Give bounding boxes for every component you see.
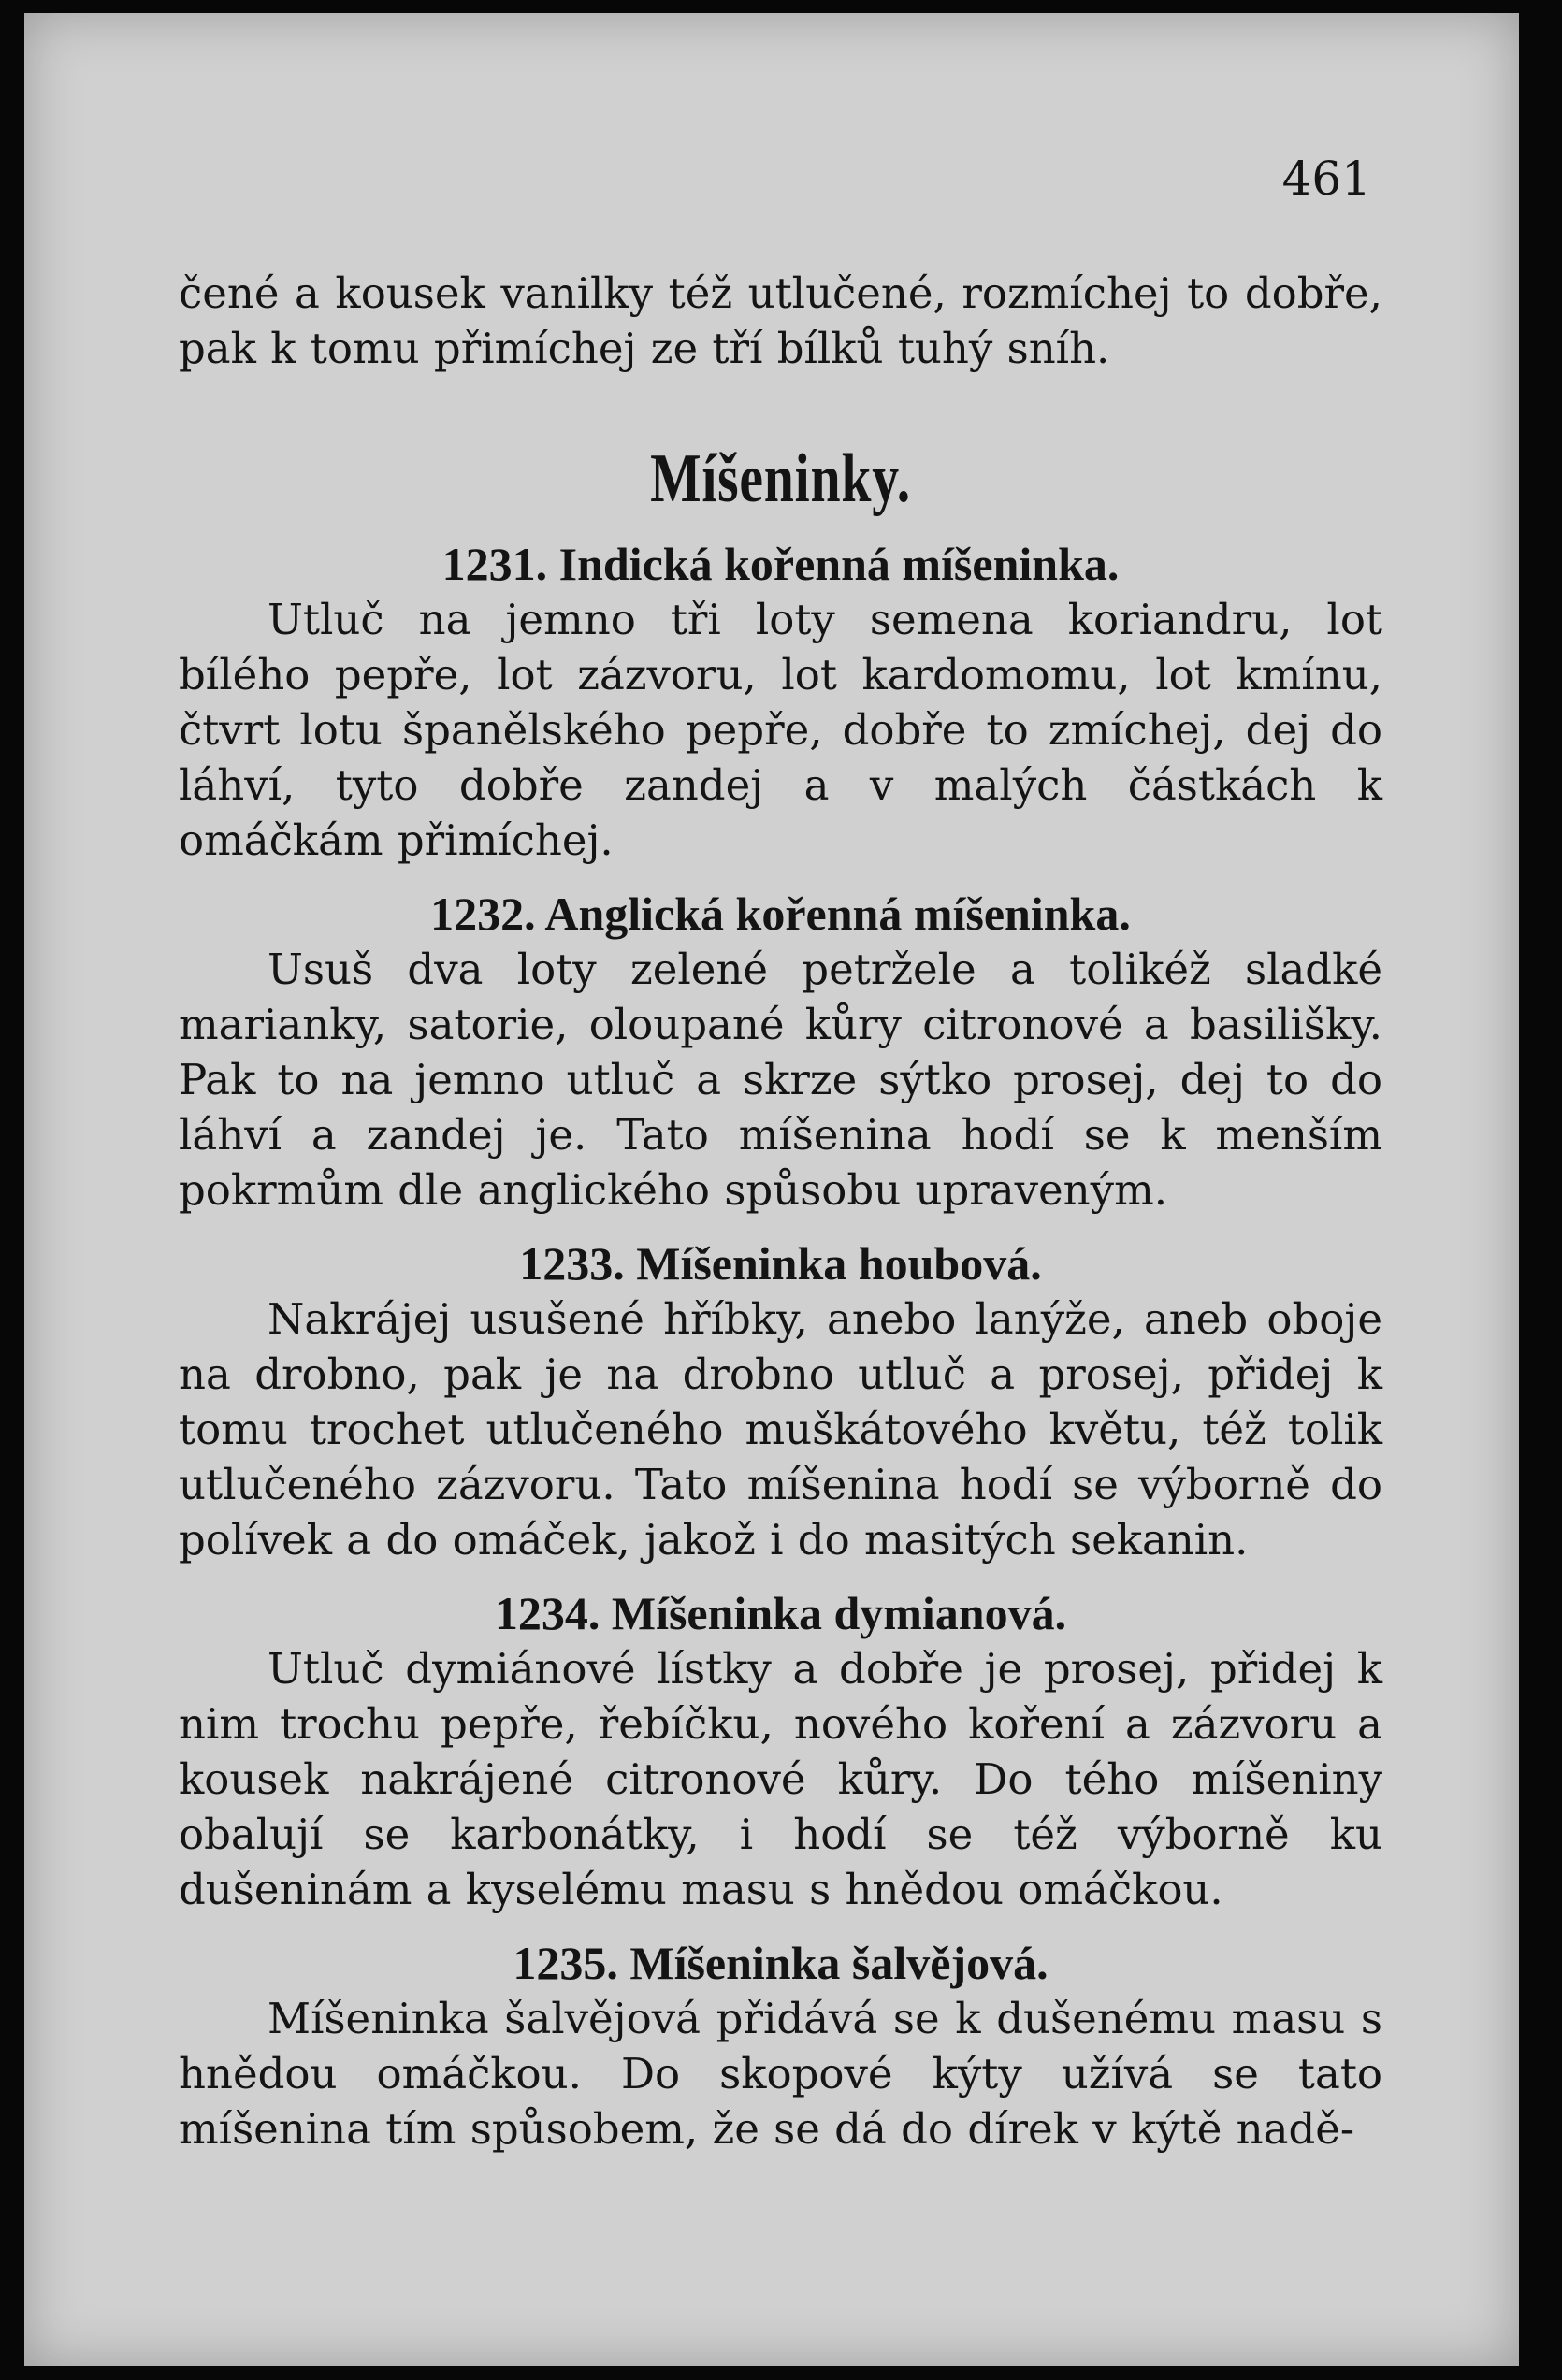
section-title: Míšeninky. [650,440,911,517]
page-content [179,266,1382,2156]
recipe-heading-1231: 1231. Indická kořenná míšeninka. [441,538,1120,590]
page-number: 461 [1281,151,1371,206]
book-page [24,13,1519,2366]
recipe-heading-1233: 1233. Míšeninka houbová. [519,1237,1042,1290]
recipe-body-1231: Utluč na jemno tři loty semena koriandru, lot bílého pepře, lot zázvoru, lot kardomomu, lot kmínu, čtvrt lotu španělského pepře, dobře to zmíchej, dej do láhví, tyto dobře zandej a v malých částkách k omáčkám přimíchej. [179,595,1382,865]
recipe-body-1233: Nakrájej usušené hříbky, anebo lanýže, aneb oboje na drobno, pak je na drobno utluč a prosej, přidej k tomu trochet utlučeného muškátového květu, též tolik utlučeného zázvoru. Tato míšenina hodí se výborně do polívek a do omáček, jakož i do masitých sekanin. [179,1294,1382,1565]
recipe-body-1234: Utluč dymiánové lístky a dobře je prosej, přidej k nim trochu pepře, řebíčku, nového koření a zázvoru a kousek nakrájené citronové kůry. Do tého míšeniny obalují se karbonátky, i hodí se též výborně ku dušeninám a kyselému masu s hnědou omáčkou. [179,1644,1382,1914]
intro-paragraph: čené a kousek vanilky též utlučené, rozmíchej to dobře, pak k tomu přimíchej ze tří bílků tuhý sníh. [179,268,1382,373]
recipe-body-1235: Míšeninka šalvějová přidává se k dušenému masu s hnědou omáčkou. Do skopové kýty užívá se tato míšenina tím spůsobem, že se dá do dírek v kýtě nadě- [179,1994,1382,2154]
recipe-heading-1235: 1235. Míšeninka šalvějová. [513,1937,1049,1989]
recipe-body-1232: Usuš dva loty zelené petržele a tolikéž sladké marianky, satorie, oloupané kůry citronové a basilišky. Pak to na jemno utluč a skrze sýtko prosej, dej to do láhví a zandej je. Tato míšenina hodí se k menším pokrmům dle anglického spůsobu upraveným. [179,945,1382,1215]
recipe-heading-1232: 1232. Anglická kořenná míšeninka. [430,887,1131,940]
recipe-heading-1234: 1234. Míšeninka dymianová. [494,1587,1067,1639]
